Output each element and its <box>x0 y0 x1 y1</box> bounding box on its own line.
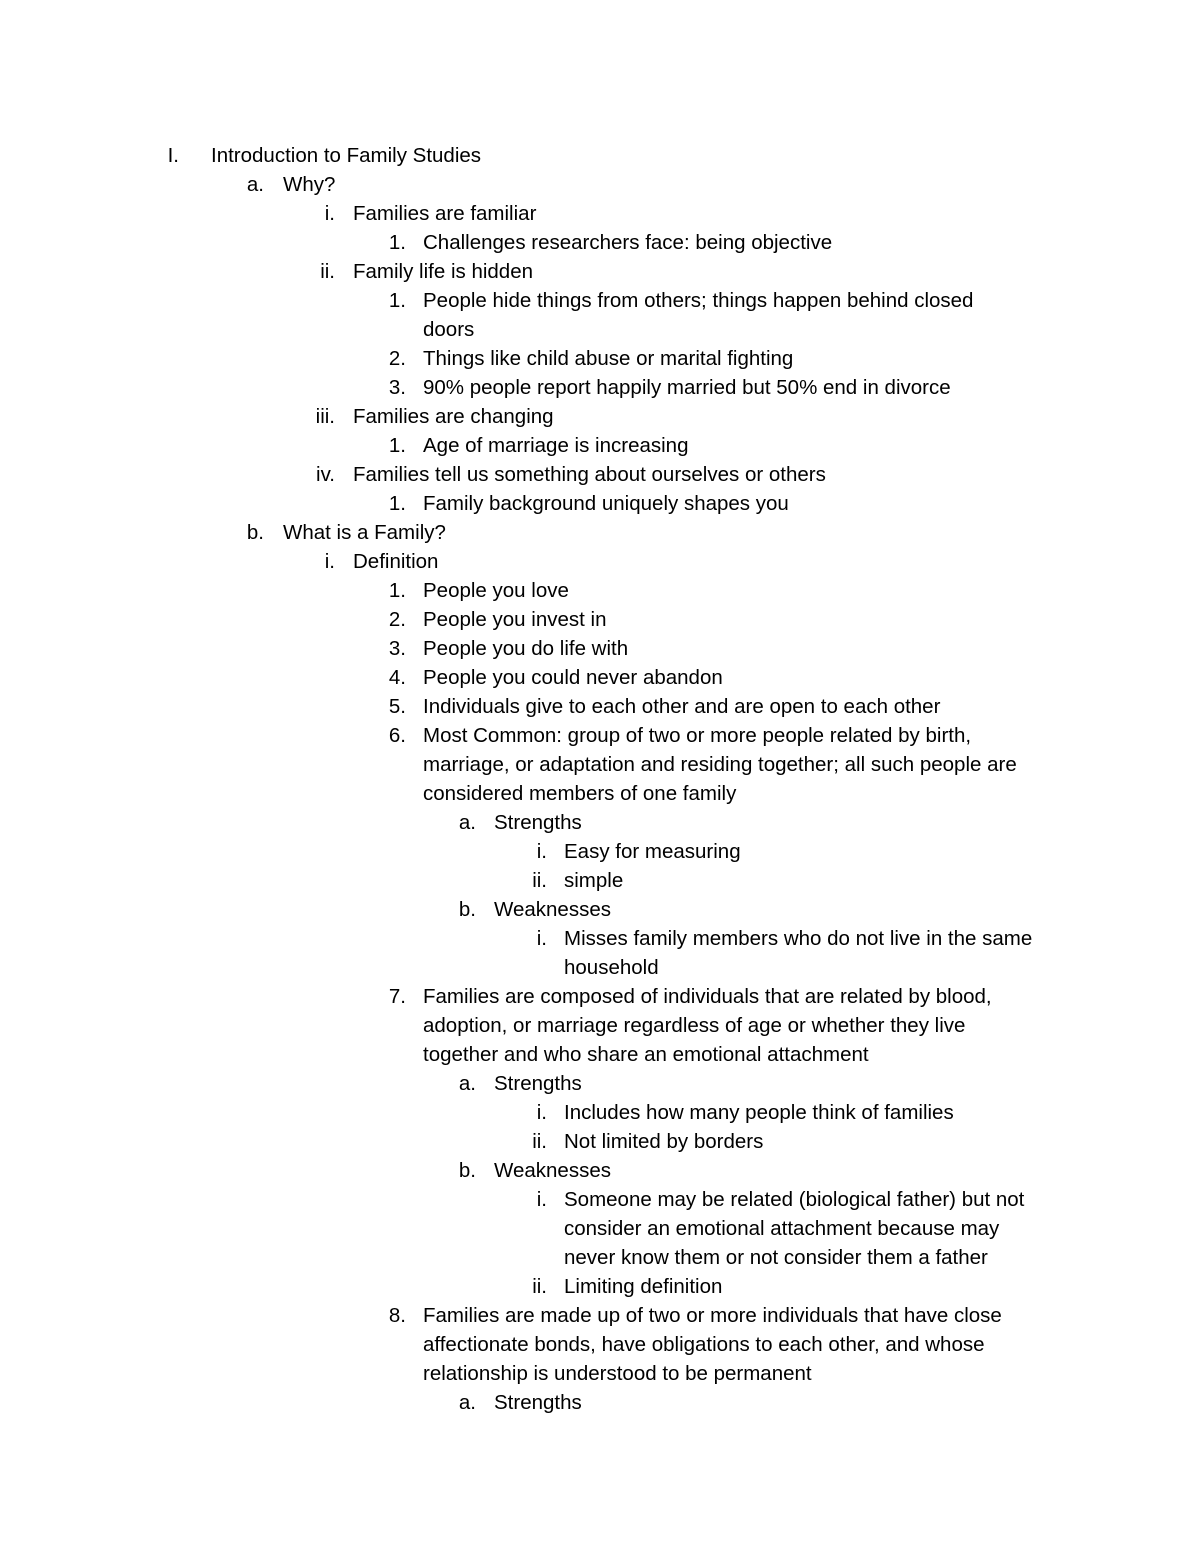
point-marker: 8. <box>388 1304 406 1327</box>
outline-line <box>0 547 1200 576</box>
outline-line <box>0 1359 1200 1388</box>
point-marker: 3. <box>388 637 406 660</box>
point-text: People hide things from others; things happen behind closed <box>423 289 974 312</box>
point-text: People you love <box>423 579 569 602</box>
point-text: considered members of one family <box>423 782 737 805</box>
outline-line <box>0 344 1200 373</box>
detail-text: Someone may be related (biological father) but not <box>564 1188 1025 1211</box>
outline-line <box>0 1243 1200 1272</box>
detail-marker: ii. <box>532 1275 547 1298</box>
point-text: relationship is understood to be permanent <box>423 1362 812 1385</box>
subpoint-text: Strengths <box>494 1391 582 1414</box>
point-text: People you could never abandon <box>423 666 723 689</box>
outline-line <box>0 286 1200 315</box>
detail-marker: i. <box>536 927 547 950</box>
outline-line <box>0 866 1200 895</box>
point-marker: 4. <box>388 666 406 689</box>
outline-line <box>0 692 1200 721</box>
outline-line <box>0 895 1200 924</box>
topic-marker: ii. <box>320 260 335 283</box>
point-text: People you invest in <box>423 608 607 631</box>
outline-line <box>0 1098 1200 1127</box>
point-text: Age of marriage is increasing <box>423 434 689 457</box>
topic-marker: i. <box>324 202 335 225</box>
outline-line <box>0 663 1200 692</box>
outline-line <box>0 1185 1200 1214</box>
point-marker: 5. <box>388 695 406 718</box>
point-text: Challenges researchers face: being objective <box>423 231 833 254</box>
point-text: Families are composed of individuals that are related by blood, <box>423 985 992 1008</box>
outline-line <box>0 431 1200 460</box>
outline-line <box>0 141 1200 170</box>
outline-line <box>0 257 1200 286</box>
detail-text: Includes how many people think of families <box>564 1101 954 1124</box>
point-marker: 1. <box>388 579 406 602</box>
detail-text: Not limited by borders <box>564 1130 764 1153</box>
outline-line <box>0 808 1200 837</box>
point-marker: 1. <box>388 492 406 515</box>
outline-line <box>0 634 1200 663</box>
outline-line <box>0 924 1200 953</box>
detail-text: never know them or not consider them a father <box>564 1246 988 1269</box>
outline-line <box>0 460 1200 489</box>
outline-line <box>0 721 1200 750</box>
outline-line <box>0 1388 1200 1417</box>
point-marker: 1. <box>388 434 406 457</box>
subpoint-marker: b. <box>458 1159 476 1182</box>
point-marker: 6. <box>388 724 406 747</box>
topic-text: Families are familiar <box>353 202 537 225</box>
outline-line <box>0 1330 1200 1359</box>
point-text: marriage, or adaptation and residing together; all such people are <box>423 753 1017 776</box>
subpoint-marker: a. <box>458 1072 476 1095</box>
point-text: Things like child abuse or marital fighting <box>423 347 794 370</box>
point-marker: 2. <box>388 347 406 370</box>
subpoint-text: Strengths <box>494 1072 582 1095</box>
subpoint-text: Weaknesses <box>494 1159 611 1182</box>
outline-line <box>0 779 1200 808</box>
detail-marker: ii. <box>532 1130 547 1153</box>
outline-line <box>0 1272 1200 1301</box>
subpoint-text: Strengths <box>494 811 582 834</box>
detail-marker: ii. <box>532 869 547 892</box>
outline-line <box>0 750 1200 779</box>
topic-marker: iv. <box>316 463 335 486</box>
point-text: doors <box>423 318 475 341</box>
point-text: Families are made up of two or more individuals that have close <box>423 1304 1002 1327</box>
outline-line <box>0 489 1200 518</box>
point-text: People you do life with <box>423 637 629 660</box>
subsection-text: Why? <box>283 173 336 196</box>
detail-text: household <box>564 956 659 979</box>
outline-line <box>0 1301 1200 1330</box>
point-marker: 2. <box>388 608 406 631</box>
point-text: Family background uniquely shapes you <box>423 492 789 515</box>
outline-line <box>0 402 1200 431</box>
topic-marker: iii. <box>315 405 335 428</box>
outline-line <box>0 982 1200 1011</box>
outline-line <box>0 837 1200 866</box>
detail-text: Limiting definition <box>564 1275 723 1298</box>
outline-line <box>0 170 1200 199</box>
topic-text: Definition <box>353 550 439 573</box>
subpoint-text: Weaknesses <box>494 898 611 921</box>
point-marker: 1. <box>388 289 406 312</box>
subpoint-marker: a. <box>458 811 476 834</box>
point-text: together and who share an emotional attachment <box>423 1043 869 1066</box>
outline-line <box>0 1011 1200 1040</box>
section-text: Introduction to Family Studies <box>211 144 482 167</box>
subsection-marker: a. <box>246 173 264 196</box>
point-text: affectionate bonds, have obligations to each other, and whose <box>423 1333 985 1356</box>
detail-text: Easy for measuring <box>564 840 741 863</box>
outline-line <box>0 1069 1200 1098</box>
section-marker: I. <box>167 144 179 167</box>
outline-line <box>0 199 1200 228</box>
point-text: 90% people report happily married but 50% end in divorce <box>423 376 951 399</box>
outline-line <box>0 518 1200 547</box>
subsection-text: What is a Family? <box>283 521 446 544</box>
detail-text: simple <box>564 869 624 892</box>
subpoint-marker: a. <box>458 1391 476 1414</box>
point-text: Most Common: group of two or more people related by birth, <box>423 724 972 747</box>
point-marker: 1. <box>388 231 406 254</box>
outline-line <box>0 1156 1200 1185</box>
point-marker: 3. <box>388 376 406 399</box>
detail-marker: i. <box>536 1101 547 1124</box>
subpoint-marker: b. <box>458 898 476 921</box>
outline-line <box>0 576 1200 605</box>
point-marker: 7. <box>388 985 406 1008</box>
outline-line <box>0 1214 1200 1243</box>
topic-text: Families tell us something about ourselves or others <box>353 463 826 486</box>
detail-text: Misses family members who do not live in the same <box>564 927 1033 950</box>
detail-marker: i. <box>536 840 547 863</box>
point-text: Individuals give to each other and are open to each other <box>423 695 941 718</box>
outline-line <box>0 315 1200 344</box>
subsection-marker: b. <box>246 521 264 544</box>
topic-text: Family life is hidden <box>353 260 534 283</box>
point-text: adoption, or marriage regardless of age or whether they live <box>423 1014 966 1037</box>
detail-text: consider an emotional attachment because may <box>564 1217 1000 1240</box>
outline-line <box>0 1040 1200 1069</box>
outline-line <box>0 953 1200 982</box>
topic-marker: i. <box>324 550 335 573</box>
topic-text: Families are changing <box>353 405 554 428</box>
outline-line <box>0 373 1200 402</box>
outline-line <box>0 228 1200 257</box>
detail-marker: i. <box>536 1188 547 1211</box>
outline-line <box>0 1127 1200 1156</box>
outline-line <box>0 605 1200 634</box>
